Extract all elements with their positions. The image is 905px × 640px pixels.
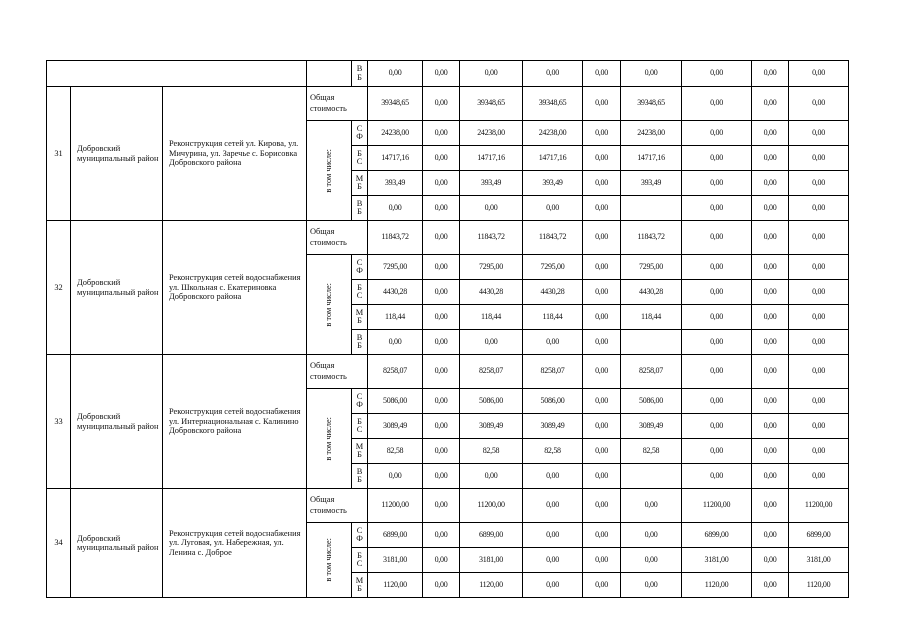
fund-source-letter: С <box>356 525 363 535</box>
amount-cell: 0,00 <box>789 196 849 221</box>
amount-cell: 118,44 <box>523 305 583 330</box>
amount-cell: 24238,00 <box>460 121 523 146</box>
fund-source-code <box>352 464 368 489</box>
amount-cell: 0,00 <box>583 61 621 87</box>
district-name: Добровский муниципальный район <box>71 87 163 221</box>
amount-cell: 0,00 <box>523 573 583 598</box>
amount-cell: 0,00 <box>621 523 682 548</box>
including-label-text: в том числе: <box>324 538 334 582</box>
amount-cell: 0,00 <box>523 548 583 573</box>
amount-cell: 0,00 <box>752 464 789 489</box>
amount-cell: 6899,00 <box>789 523 849 548</box>
amount-cell: 1120,00 <box>460 573 523 598</box>
amount-cell: 0,00 <box>583 573 621 598</box>
budget-table <box>46 60 849 598</box>
amount-cell: 393,49 <box>460 171 523 196</box>
fund-source-code <box>352 389 368 414</box>
amount-cell: 0,00 <box>789 439 849 464</box>
amount-cell: 0,00 <box>523 489 583 523</box>
amount-cell: 0,00 <box>682 305 752 330</box>
blank-cell <box>307 61 352 87</box>
fund-source-letter: С <box>356 157 363 166</box>
amount-cell: 0,00 <box>423 221 460 255</box>
amount-cell: 0,00 <box>752 305 789 330</box>
amount-cell: 7295,00 <box>460 255 523 280</box>
amount-cell: 0,00 <box>583 255 621 280</box>
amount-cell: 0,00 <box>460 61 523 87</box>
amount-cell: 0,00 <box>460 464 523 489</box>
amount-cell: 0,00 <box>621 573 682 598</box>
amount-cell: 1120,00 <box>789 573 849 598</box>
amount-cell: 0,00 <box>682 255 752 280</box>
amount-cell: 39348,65 <box>368 87 423 121</box>
amount-cell: 0,00 <box>789 305 849 330</box>
amount-cell: 393,49 <box>523 171 583 196</box>
amount-cell: 0,00 <box>752 330 789 355</box>
amount-cell: 82,58 <box>523 439 583 464</box>
fund-source-letter: Б <box>357 72 362 82</box>
amount-cell: 5086,00 <box>523 389 583 414</box>
amount-cell: 0,00 <box>583 548 621 573</box>
amount-cell: 8258,07 <box>621 355 682 389</box>
amount-cell: 0,00 <box>523 330 583 355</box>
amount-cell: 0,00 <box>789 146 849 171</box>
amount-cell: 0,00 <box>423 171 460 196</box>
amount-cell: 7295,00 <box>368 255 423 280</box>
fund-source-code <box>352 548 368 573</box>
amount-cell: 0,00 <box>523 196 583 221</box>
amount-cell: 0,00 <box>621 548 682 573</box>
fund-source-letter: Ф <box>356 266 363 275</box>
district-name: Добровский муниципальный район <box>71 221 163 355</box>
fund-source-code <box>352 255 368 280</box>
total-cost-label: Общая стоимость <box>307 221 368 255</box>
amount-cell: 11843,72 <box>621 221 682 255</box>
fund-source-code <box>352 573 368 598</box>
amount-cell: 0,00 <box>423 548 460 573</box>
amount-cell: 0,00 <box>789 280 849 305</box>
amount-cell: 6899,00 <box>460 523 523 548</box>
amount-cell: 0,00 <box>423 439 460 464</box>
amount-cell: 0,00 <box>423 121 460 146</box>
amount-cell: 0,00 <box>423 464 460 489</box>
amount-cell: 0,00 <box>752 523 789 548</box>
fund-source-letter: Б <box>357 341 362 350</box>
amount-cell: 11843,72 <box>368 221 423 255</box>
amount-cell: 0,00 <box>752 414 789 439</box>
amount-cell: 0,00 <box>682 439 752 464</box>
amount-cell: 0,00 <box>368 464 423 489</box>
fund-source-code <box>352 171 368 196</box>
fund-source-code <box>352 305 368 330</box>
amount-cell: 0,00 <box>752 439 789 464</box>
amount-cell: 0,00 <box>752 355 789 389</box>
amount-cell: 0,00 <box>789 330 849 355</box>
amount-cell: 0,00 <box>789 389 849 414</box>
amount-cell: 0,00 <box>789 121 849 146</box>
amount-cell: 24238,00 <box>523 121 583 146</box>
fund-source-code <box>352 121 368 146</box>
amount-cell: 7295,00 <box>523 255 583 280</box>
amount-cell: 0,00 <box>682 389 752 414</box>
row-number: 33 <box>47 355 71 489</box>
amount-cell: 0,00 <box>583 330 621 355</box>
amount-cell: 0,00 <box>423 61 460 87</box>
fund-source-letter: В <box>356 198 363 208</box>
fund-source-letter: В <box>356 466 363 476</box>
project-description: Реконструкция сетей водоснабжения ул. Луговая, ул. Набережная, ул. Ленина с. Доброе <box>163 489 307 598</box>
amount-cell: 0,00 <box>682 61 752 87</box>
amount-cell: 0,00 <box>583 146 621 171</box>
amount-cell: 0,00 <box>368 61 423 87</box>
amount-cell: 0,00 <box>583 464 621 489</box>
fund-source-code <box>352 439 368 464</box>
fund-source-letter: Б <box>357 316 362 325</box>
amount-cell: 0,00 <box>583 305 621 330</box>
total-cost-label: Общая стоимость <box>307 87 368 121</box>
row-number: 32 <box>47 221 71 355</box>
table-row <box>47 87 849 121</box>
fund-source-letter: В <box>356 64 363 74</box>
amount-cell: 0,00 <box>583 523 621 548</box>
amount-cell: 0,00 <box>621 61 682 87</box>
fund-source-letter: Б <box>357 282 362 292</box>
fund-source-letter: Ф <box>356 534 363 543</box>
table-row <box>47 489 849 523</box>
including-label <box>307 389 352 489</box>
table-row <box>47 355 849 389</box>
amount-cell: 0,00 <box>423 255 460 280</box>
amount-cell: 4430,28 <box>621 280 682 305</box>
amount-cell: 0,00 <box>752 171 789 196</box>
amount-cell: 0,00 <box>789 255 849 280</box>
fund-source-code <box>352 280 368 305</box>
fund-source-code <box>352 330 368 355</box>
amount-cell: 6899,00 <box>682 523 752 548</box>
amount-cell: 11200,00 <box>789 489 849 523</box>
amount-cell: 0,00 <box>682 414 752 439</box>
amount-cell: 7295,00 <box>621 255 682 280</box>
amount-cell: 0,00 <box>583 280 621 305</box>
amount-cell: 0,00 <box>583 489 621 523</box>
amount-cell: 0,00 <box>423 330 460 355</box>
project-description: Реконструкция сетей ул. Кирова, ул. Мичурина, ул. Заречье с. Борисовка Добровского района <box>163 87 307 221</box>
fund-source-code <box>352 523 368 548</box>
amount-cell: 0,00 <box>583 414 621 439</box>
amount-cell: 0,00 <box>789 414 849 439</box>
fund-source-code <box>352 414 368 439</box>
table-row <box>47 61 849 87</box>
blank-cell <box>47 61 307 87</box>
amount-cell: 82,58 <box>621 439 682 464</box>
amount-cell: 0,00 <box>789 464 849 489</box>
fund-source-letter: Б <box>357 450 362 459</box>
amount-cell: 0,00 <box>789 87 849 121</box>
amount-cell: 11200,00 <box>682 489 752 523</box>
fund-source-letter: С <box>356 559 363 568</box>
amount-cell: 0,00 <box>523 61 583 87</box>
fund-source-letter: С <box>356 391 363 401</box>
amount-cell: 8258,07 <box>523 355 583 389</box>
amount-cell: 0,00 <box>682 121 752 146</box>
row-number: 31 <box>47 87 71 221</box>
including-label-text: в том числе: <box>324 416 334 461</box>
including-label <box>307 121 352 221</box>
total-cost-label: Общая стоимость <box>307 489 368 523</box>
district-name: Добровский муниципальный район <box>71 355 163 489</box>
amount-cell: 4430,28 <box>368 280 423 305</box>
amount-cell: 0,00 <box>423 523 460 548</box>
fund-source-code <box>352 61 368 87</box>
amount-cell: 82,58 <box>368 439 423 464</box>
amount-cell: 0,00 <box>423 196 460 221</box>
amount-cell: 0,00 <box>682 87 752 121</box>
amount-cell: 0,00 <box>752 255 789 280</box>
amount-cell: 24238,00 <box>621 121 682 146</box>
fund-source-letter: М <box>355 173 364 183</box>
amount-cell: 0,00 <box>682 355 752 389</box>
amount-cell: 0,00 <box>682 280 752 305</box>
amount-cell: 39348,65 <box>621 87 682 121</box>
fund-source-letter: Б <box>357 550 362 560</box>
amount-cell: 0,00 <box>460 330 523 355</box>
amount-cell: 0,00 <box>682 196 752 221</box>
amount-cell: 0,00 <box>752 121 789 146</box>
amount-cell: 118,44 <box>368 305 423 330</box>
amount-cell: 8258,07 <box>460 355 523 389</box>
amount-cell: 0,00 <box>583 439 621 464</box>
amount-cell: 393,49 <box>621 171 682 196</box>
amount-cell: 11843,72 <box>460 221 523 255</box>
amount-cell: 14717,16 <box>523 146 583 171</box>
amount-cell: 0,00 <box>423 414 460 439</box>
fund-source-letter: Б <box>357 182 362 191</box>
amount-cell: 0,00 <box>682 330 752 355</box>
fund-source-letter: С <box>356 291 363 300</box>
amount-cell: 0,00 <box>583 221 621 255</box>
project-description: Реконструкция сетей водоснабжения ул. Школьная с. Екатериновка Добровского района <box>163 221 307 355</box>
fund-source-code <box>352 146 368 171</box>
amount-cell: 0,00 <box>752 573 789 598</box>
amount-cell: 82,58 <box>460 439 523 464</box>
amount-cell: 0,00 <box>752 280 789 305</box>
amount-cell: 393,49 <box>368 171 423 196</box>
fund-source-letter: Б <box>357 584 362 593</box>
amount-cell: 0,00 <box>583 171 621 196</box>
amount-cell: 0,00 <box>682 146 752 171</box>
amount-cell: 1120,00 <box>368 573 423 598</box>
amount-cell: 5086,00 <box>460 389 523 414</box>
amount-cell: 0,00 <box>752 548 789 573</box>
amount-cell: 3181,00 <box>460 548 523 573</box>
amount-cell: 0,00 <box>423 87 460 121</box>
fund-source-letter: М <box>355 441 364 451</box>
amount-cell: 3181,00 <box>682 548 752 573</box>
amount-cell: 3089,49 <box>621 414 682 439</box>
amount-cell: 0,00 <box>423 146 460 171</box>
amount-cell: 39348,65 <box>460 87 523 121</box>
project-description: Реконструкция сетей водоснабжения ул. Интернациональная с. Калинино Добровского района <box>163 355 307 489</box>
amount-cell: 3089,49 <box>523 414 583 439</box>
amount-cell: 0,00 <box>621 489 682 523</box>
amount-cell: 0,00 <box>423 355 460 389</box>
amount-cell: 6899,00 <box>368 523 423 548</box>
amount-cell: 5086,00 <box>368 389 423 414</box>
fund-source-letter: Б <box>357 416 362 426</box>
row-number: 34 <box>47 489 71 598</box>
amount-cell: 0,00 <box>789 61 849 87</box>
including-label <box>307 255 352 355</box>
amount-cell: 0,00 <box>583 389 621 414</box>
amount-cell <box>621 196 682 221</box>
amount-cell: 0,00 <box>583 355 621 389</box>
amount-cell: 24238,00 <box>368 121 423 146</box>
fund-source-letter: С <box>356 425 363 434</box>
amount-cell: 118,44 <box>460 305 523 330</box>
amount-cell: 118,44 <box>621 305 682 330</box>
amount-cell: 0,00 <box>423 573 460 598</box>
amount-cell: 0,00 <box>752 61 789 87</box>
amount-cell: 14717,16 <box>368 146 423 171</box>
amount-cell: 0,00 <box>752 221 789 255</box>
district-name: Добровский муниципальный район <box>71 489 163 598</box>
fund-source-letter: Ф <box>356 132 363 141</box>
fund-source-letter: М <box>355 307 364 317</box>
amount-cell: 0,00 <box>583 87 621 121</box>
amount-cell: 0,00 <box>682 171 752 196</box>
fund-source-letter: М <box>355 575 364 585</box>
amount-cell: 0,00 <box>523 464 583 489</box>
amount-cell: 0,00 <box>423 305 460 330</box>
amount-cell: 0,00 <box>583 196 621 221</box>
amount-cell: 0,00 <box>423 389 460 414</box>
amount-cell: 11843,72 <box>523 221 583 255</box>
amount-cell: 39348,65 <box>523 87 583 121</box>
amount-cell: 0,00 <box>752 87 789 121</box>
amount-cell: 0,00 <box>789 355 849 389</box>
including-label-text: в том числе: <box>324 282 334 327</box>
amount-cell: 0,00 <box>682 221 752 255</box>
amount-cell: 0,00 <box>523 523 583 548</box>
amount-cell: 0,00 <box>789 221 849 255</box>
fund-source-code <box>352 196 368 221</box>
amount-cell: 0,00 <box>423 489 460 523</box>
amount-cell: 0,00 <box>460 196 523 221</box>
amount-cell: 4430,28 <box>523 280 583 305</box>
amount-cell: 14717,16 <box>460 146 523 171</box>
fund-source-letter: Б <box>357 148 362 158</box>
total-cost-label: Общая стоимость <box>307 355 368 389</box>
amount-cell: 0,00 <box>583 121 621 146</box>
fund-source-letter: Б <box>357 475 362 484</box>
amount-cell: 14717,16 <box>621 146 682 171</box>
amount-cell: 3181,00 <box>789 548 849 573</box>
including-label <box>307 523 352 598</box>
amount-cell: 3181,00 <box>368 548 423 573</box>
amount-cell <box>621 464 682 489</box>
table-row <box>47 221 849 255</box>
including-label-text: в том числе: <box>324 148 334 193</box>
amount-cell: 0,00 <box>752 489 789 523</box>
amount-cell: 0,00 <box>752 389 789 414</box>
amount-cell: 0,00 <box>682 464 752 489</box>
amount-cell: 4430,28 <box>460 280 523 305</box>
fund-source-letter: С <box>356 123 363 133</box>
fund-source-letter: В <box>356 332 363 342</box>
amount-cell: 0,00 <box>368 196 423 221</box>
amount-cell: 0,00 <box>368 330 423 355</box>
fund-source-letter: С <box>356 257 363 267</box>
amount-cell: 3089,49 <box>368 414 423 439</box>
amount-cell: 0,00 <box>789 171 849 196</box>
amount-cell: 1120,00 <box>682 573 752 598</box>
amount-cell: 0,00 <box>752 196 789 221</box>
fund-source-letter: Б <box>357 207 362 216</box>
amount-cell: 11200,00 <box>460 489 523 523</box>
amount-cell: 8258,07 <box>368 355 423 389</box>
amount-cell: 0,00 <box>752 146 789 171</box>
amount-cell: 0,00 <box>423 280 460 305</box>
amount-cell: 11200,00 <box>368 489 423 523</box>
amount-cell <box>621 330 682 355</box>
fund-source-letter: Ф <box>356 400 363 409</box>
amount-cell: 3089,49 <box>460 414 523 439</box>
amount-cell: 5086,00 <box>621 389 682 414</box>
